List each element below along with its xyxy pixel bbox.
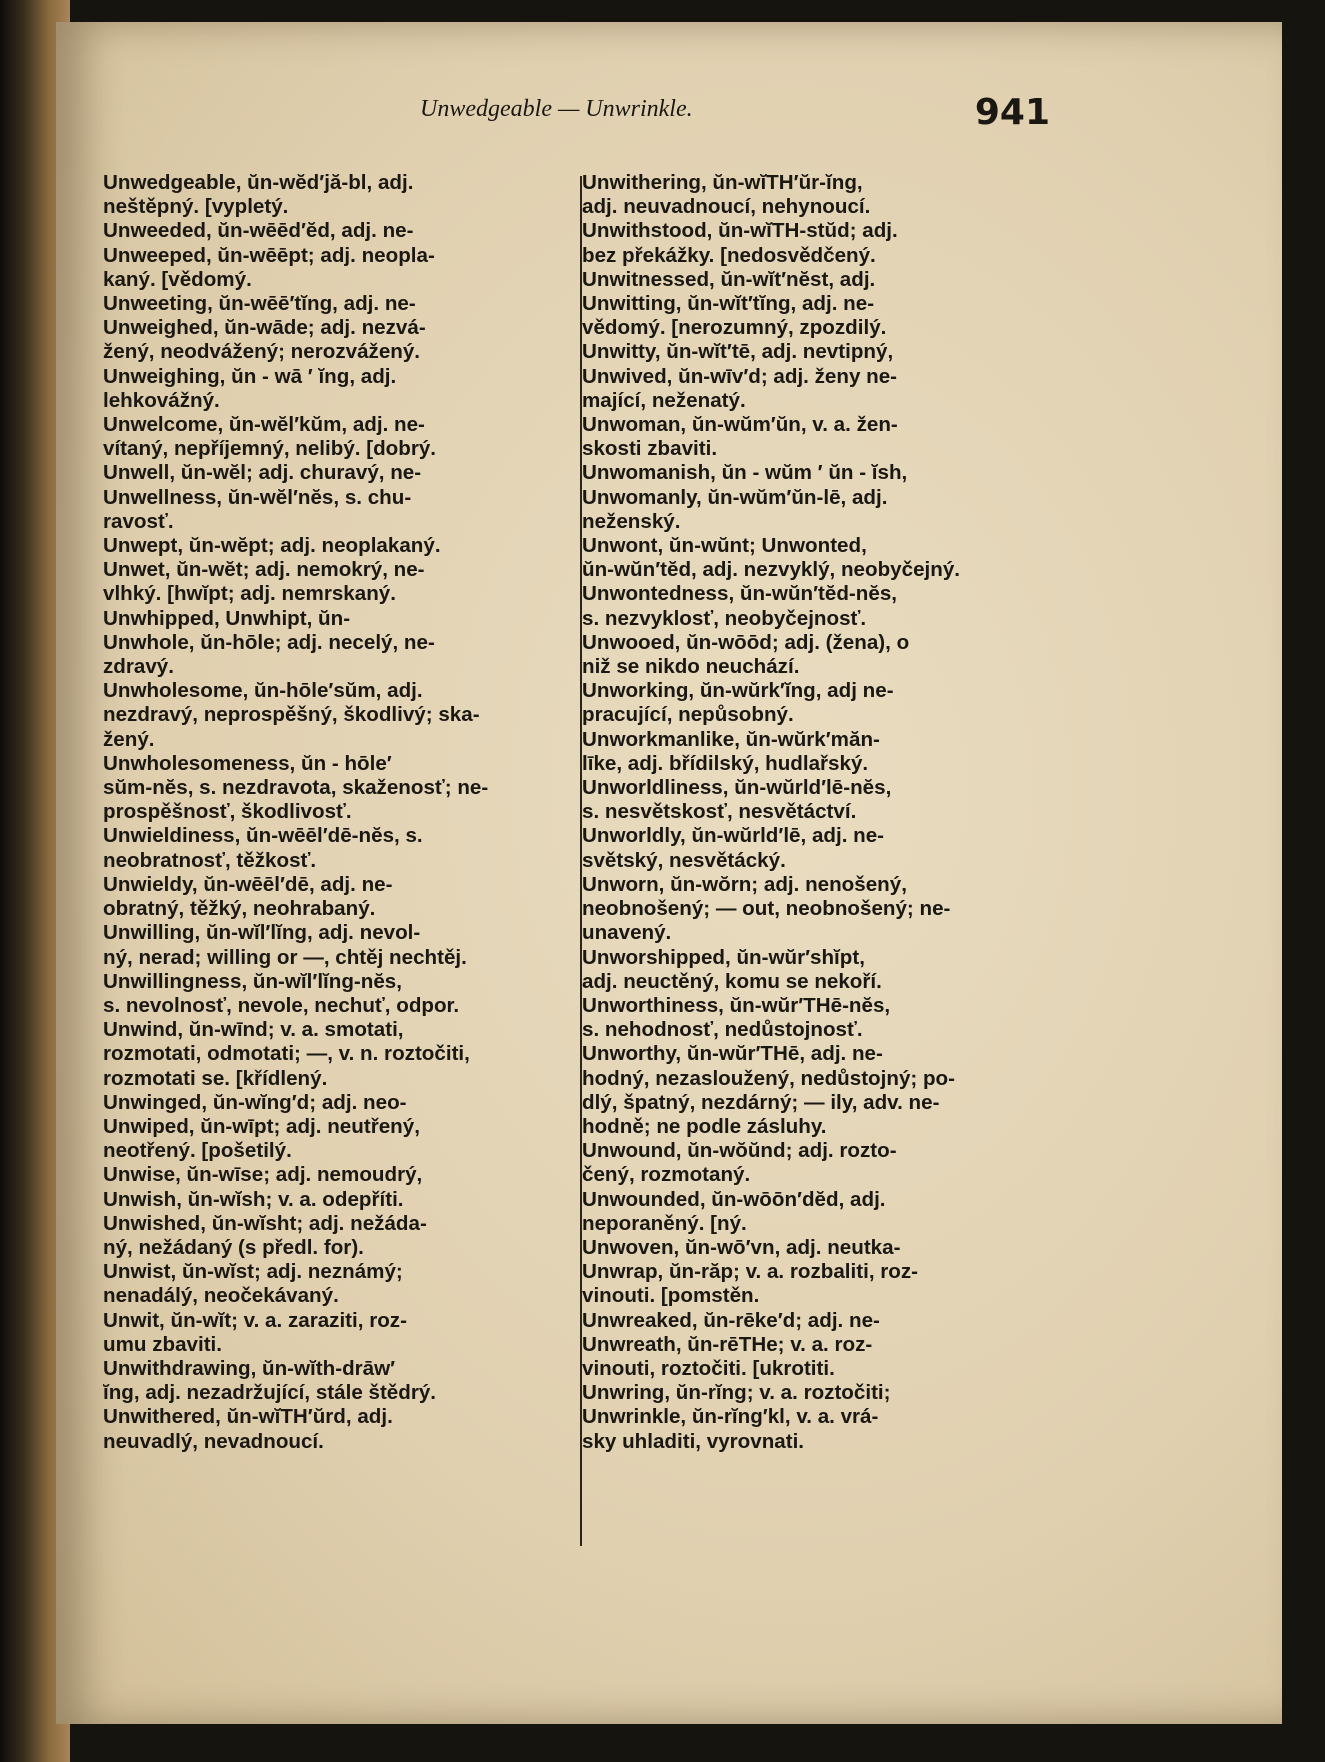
entry-line: Unwist, ŭn-wĭst; adj. neznámý; [103,1260,403,1284]
entry-line: neobratnosť, těžkosť. [103,848,317,872]
entry-line: Unwitting, ŭn-wĭt′tĭng, adj. ne- [582,292,875,316]
entry-line: ný, nežádaný (s předl. for). [103,1235,364,1259]
entry-line: hodně; ne podle zásluhy. [582,1114,827,1138]
entry-line: Unweighing, ŭn - wā ′ ĭng, adj. [103,364,397,388]
running-head: Unwedgeable — Unwrinkle. [420,96,693,122]
entry-line: Unwithered, ŭn-wĭTH′ŭrd, adj. [103,1405,393,1429]
entry-line: Unwrinkle, ŭn-rĭng′kl, v. a. vrá- [582,1405,879,1429]
entry-line: Unwieldiness, ŭn-wēēl′dē-nĕs, s. [103,824,423,848]
entry-line: Unwontedness, ŭn-wŭn′tĕd-nĕs, [582,582,897,606]
entry-line: līke, adj. břídilský, hudlařský. [582,751,869,775]
entry-line: Unwitnessed, ŭn-wĭt′nĕst, adj. [582,267,876,291]
entry-line: sky uhladiti, vyrovnati. [582,1429,805,1453]
entry-line: vítaný, nepříjemný, nelibý. [dobrý. [103,437,437,461]
entry-line: nezdravý, neprospěšný, škodlivý; ska- [103,703,480,727]
entry-line: neobnošený; — out, neobnošený; ne- [582,897,951,921]
entry-line: bez překážky. [nedosvědčený. [582,243,876,267]
entry-line: Unweeting, ŭn-wēē′tĭng, adj. ne- [103,292,416,316]
entry-line: Unwooed, ŭn-wōōd; adj. (žena), o [582,630,910,654]
entry-line: Unwrap, ŭn-răp; v. a. rozbaliti, roz- [582,1260,919,1284]
entry-line: Unwoven, ŭn-wō′vn, adj. neutka- [582,1235,901,1259]
entry-line: Unwomanish, ŭn - wŭm ′ ŭn - ĭsh, [582,461,908,485]
entry-line: Unwholesome, ŭn-hōle′sŭm, adj. [103,679,423,703]
right-column [582,171,1054,1454]
entry-line: rozmotati se. [křídlený. [103,1066,328,1090]
page-number: 941 [974,92,1050,133]
entry-line: Unwreaked, ŭn-rēke′d; adj. ne- [582,1308,880,1332]
entry-line: Unweighed, ŭn-wāde; adj. nezvá- [103,316,426,340]
entry-line: vinouti, roztočiti. [ukrotiti. [582,1356,835,1380]
entry-line: Unworldliness, ŭn-wŭrld′lē-nĕs, [582,776,892,800]
entry-line: Unwithstood, ŭn-wĭTH-stŭd; adj. [582,219,898,243]
entry-line: neženský. [582,509,681,533]
entry-line: Unwoman, ŭn-wŭm′ŭn, v. a. žen- [582,413,898,437]
entry-line: Unwithering, ŭn-wĭTH′ŭr-ĭng, [582,171,863,194]
entry-line: sŭm-nĕs, s. nezdravota, skaženosť; ne- [103,776,489,800]
entry-line: umu zbaviti. [103,1332,222,1356]
entry-line: Unwellness, ŭn-wĕl′nĕs, s. chu- [103,485,412,509]
entry-line: unavený. [582,921,672,945]
entry-line: Unwived, ŭn-wīv′d; adj. ženy ne- [582,364,898,388]
entry-line: Unworthy, ŭn-wŭr′THē, adj. ne- [582,1042,883,1066]
entry-line: Unwished, ŭn-wĭsht; adj. nežáda- [103,1211,427,1235]
entry-line: prospěšnosť, škodlivosť. [103,800,352,824]
entry-line: ravosť. [103,509,174,533]
entry-line: Unweeded, ŭn-wēēd′ĕd, adj. ne- [103,219,414,243]
entry-line: mající, neženatý. [582,388,746,412]
entry-line: čený, rozmotaný. [582,1163,751,1187]
entry-line: žený. [103,727,155,751]
entry-line: neotřený. [pošetilý. [103,1139,292,1163]
entry-line: s. nehodnosť, nedůstojnosť. [582,1018,863,1042]
entry-line: Unwise, ŭn-wīse; adj. nemoudrý, [103,1163,423,1187]
entry-line: Unwhipped, Unwhipt, ŭn- [103,606,351,630]
entry-line: skosti zbaviti. [582,437,718,461]
entry-line: niž se nikdo neuchází. [582,655,800,679]
entry-line: kaný. [vědomý. [103,267,252,291]
entry-line: Unwont, ŭn-wŭnt; Unwonted, [582,534,867,558]
entry-line: Unwillingness, ŭn-wĭl′lĭng-nĕs, [103,969,402,993]
entry-line: Unwit, ŭn-wĭt; v. a. zaraziti, roz- [103,1308,407,1332]
entry-line: ŭn-wŭn′tĕd, adj. nezvyklý, neobyčejný. [582,558,960,582]
entry-line: Unwreath, ŭn-rēTHe; v. a. roz- [582,1332,873,1356]
entry-line: Unwitty, ŭn-wĭt′tē, adj. nevtipný, [582,340,894,364]
entry-line: zdravý. [103,655,174,679]
entry-line: Unwounded, ŭn-wōōn′dĕd, adj. [582,1187,886,1211]
entry-line: Unwring, ŭn-rĭng; v. a. roztočiti; [582,1381,891,1405]
entry-line: Unwieldy, ŭn-wēēl′dē, adj. ne- [103,872,393,896]
entry-line: Unwedgeable, ŭn-wĕd′jă-bl, adj. [103,171,414,194]
entry-line: neporaněný. [ný. [582,1211,747,1235]
entry-line: nenadálý, neočekávaný. [103,1284,339,1308]
entry-line: Unwell, ŭn-wĕl; adj. churavý, ne- [103,461,422,485]
entry-line: Unwish, ŭn-wĭsh; v. a. odepříti. [103,1187,404,1211]
entry-line: světský, nesvětácký. [582,848,786,872]
entry-line: Unworn, ŭn-wŏrn; adj. nenošený, [582,872,907,896]
entry-line: Unwilling, ŭn-wĭl′lĭng, adj. nevol- [103,921,421,945]
entry-line: pracující, nepůsobný. [582,703,794,727]
entry-line: Unworthiness, ŭn-wŭr′THē-nĕs, [582,993,891,1017]
entry-line: vinouti. [pomstěn. [582,1284,760,1308]
entry-line: Unwhole, ŭn-hōle; adj. necelý, ne- [103,630,435,654]
left-column [103,171,579,1454]
entry-line: Unworldly, ŭn-wŭrld′lē, adj. ne- [582,824,885,848]
entry-line: Unwind, ŭn-wīnd; v. a. smotati, [103,1018,404,1042]
entry-line: Unwept, ŭn-wĕpt; adj. neoplakaný. [103,534,441,558]
entry-line: vlhký. [hwĭpt; adj. nemrskaný. [103,582,396,606]
entry-line: Unworkmanlike, ŭn-wŭrk′măn- [582,727,880,751]
entry-line: adj. neuctěný, komu se nekoří. [582,969,882,993]
entry-line: Unwelcome, ŭn-wĕl′kŭm, adj. ne- [103,413,425,437]
entry-line: s. nezvyklosť, neobyčejnosť. [582,606,867,630]
entry-line: ĭng, adj. nezadržující, stále štědrý. [103,1381,437,1405]
entry-line: Unwound, ŭn-wŏŭnd; adj. rozto- [582,1139,897,1163]
entry-line: lehkovážný. [103,388,220,412]
entry-line: Unwet, ŭn-wĕt; adj. nemokrý, ne- [103,558,425,582]
entry-line: Unwholesomeness, ŭn - hōle′ [103,751,392,775]
entry-line: obratný, těžký, neohrabaný. [103,897,376,921]
entry-line: s. nesvětskosť, nesvětáctví. [582,800,857,824]
entry-line: ný, nerad; willing or —, chtěj nechtěj. [103,945,467,969]
entry-line: adj. neuvadnoucí, nehynoucí. [582,195,871,219]
entry-line: Unwomanly, ŭn-wŭm′ŭn-lē, adj. [582,485,888,509]
entry-line: Unwinged, ŭn-wĭng′d; adj. neo- [103,1090,407,1114]
entry-line: hodný, nezasloužený, nedůstojný; po- [582,1066,955,1090]
entry-line: dlý, špatný, nezdárný; — ily, adv. ne- [582,1090,940,1114]
entry-line: neuvadlý, nevadnoucí. [103,1429,324,1453]
entry-line: žený, neodvážený; nerozvážený. [103,340,421,364]
entry-line: s. nevolnosť, nevole, nechuť, odpor. [103,993,460,1017]
entry-line: vědomý. [nerozumný, zpozdilý. [582,316,887,340]
entry-line: neštěpný. [vypletý. [103,195,289,219]
entry-line: Unwiped, ŭn-wīpt; adj. neutřený, [103,1114,420,1138]
entry-line: rozmotati, odmotati; —, v. n. roztočiti, [103,1042,470,1066]
entry-line: Unworking, ŭn-wŭrk′ĭng, adj ne- [582,679,894,703]
entry-line: Unworshipped, ŭn-wŭr′shĭpt, [582,945,865,969]
entry-line: Unwithdrawing, ŭn-wĭth-drāw′ [103,1356,396,1380]
entry-line: Unweeped, ŭn-wēēpt; adj. neopla- [103,243,435,267]
